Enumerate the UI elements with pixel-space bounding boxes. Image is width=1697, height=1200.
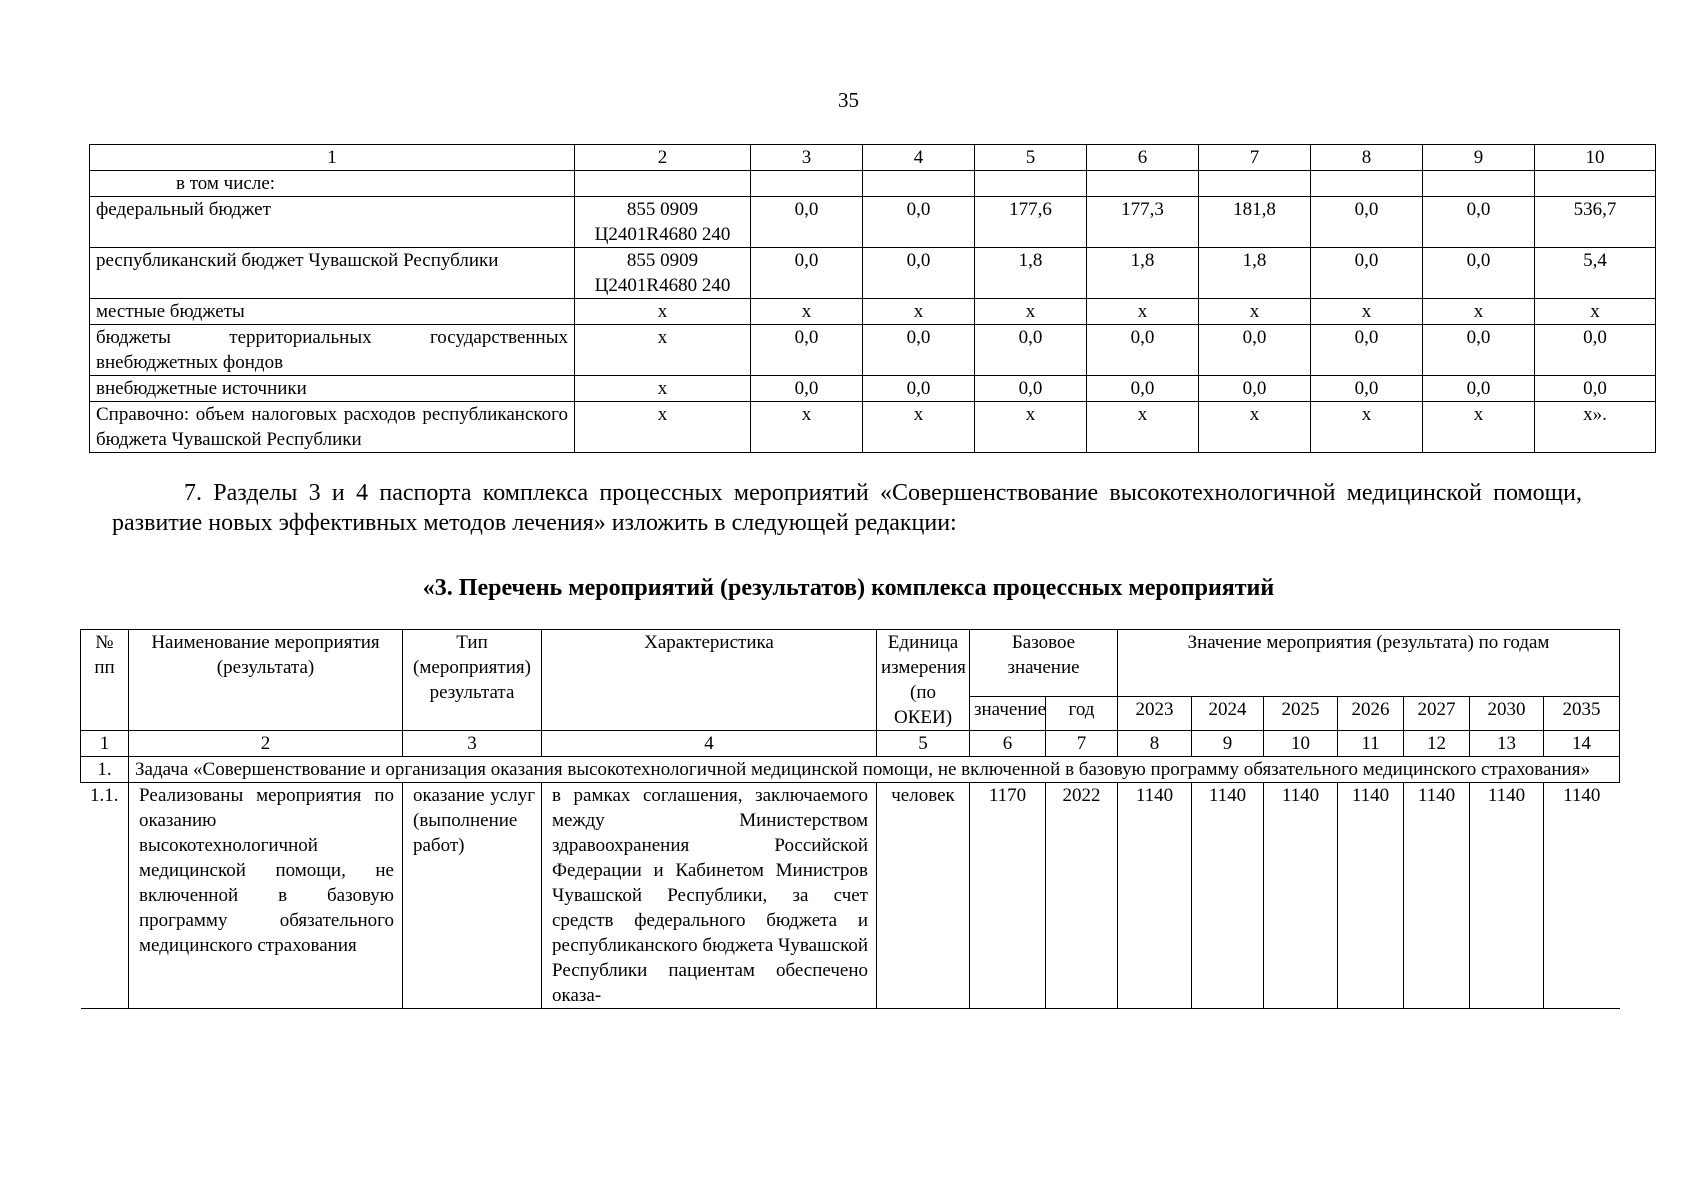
funding-value: 0,0 <box>1087 376 1199 402</box>
section-title: «3. Перечень мероприятий (результатов) комплекса процессных мероприятий <box>422 575 1275 601</box>
funding-row-label: Справочно: объем налоговых расходов республиканского бюджета Чувашской Республики <box>90 402 575 453</box>
funding-col-number: 1 <box>90 145 575 171</box>
col-number: 6 <box>970 731 1046 757</box>
funding-value <box>1423 171 1535 197</box>
col-number: 2 <box>129 731 403 757</box>
funding-value: 177,3 <box>1087 197 1199 248</box>
table-row <box>90 376 1656 402</box>
column-numbers-row <box>81 731 1620 757</box>
funding-col-number: 3 <box>751 145 863 171</box>
row-unit: человек <box>877 783 970 1009</box>
task-row <box>81 757 1620 783</box>
funding-col-number: 9 <box>1423 145 1535 171</box>
funding-row-code: х <box>575 299 751 325</box>
col-number: 7 <box>1046 731 1118 757</box>
funding-value: 0,0 <box>751 325 863 376</box>
funding-value: 0,0 <box>751 197 863 248</box>
col-number: 3 <box>403 731 542 757</box>
funding-value <box>1311 171 1423 197</box>
funding-row-code <box>575 171 751 197</box>
funding-value: 181,8 <box>1199 197 1311 248</box>
funding-value: 0,0 <box>1311 376 1423 402</box>
col-number: 8 <box>1118 731 1192 757</box>
funding-value: 0,0 <box>1311 248 1423 299</box>
funding-value: 0,0 <box>1199 376 1311 402</box>
funding-row-label: местные бюджеты <box>90 299 575 325</box>
funding-value: х <box>1535 299 1656 325</box>
funding-row-code: 855 0909 Ц2401R4680 240 <box>575 197 751 248</box>
funding-value: х <box>1311 402 1423 453</box>
funding-value: 0,0 <box>1535 376 1656 402</box>
header-name: Наименование мероприятия (результата) <box>129 630 403 731</box>
funding-value: 0,0 <box>863 376 975 402</box>
header-year: 2025 <box>1264 696 1338 730</box>
funding-col-number: 5 <box>975 145 1087 171</box>
row-num: 1.1. <box>81 783 129 1009</box>
funding-value: 0,0 <box>975 325 1087 376</box>
funding-value: 0,0 <box>1423 248 1535 299</box>
header-num: № пп <box>81 630 129 731</box>
funding-value: х <box>1311 299 1423 325</box>
funding-value: 0,0 <box>1087 325 1199 376</box>
row-type: оказание услуг (выполнение работ) <box>403 783 542 1009</box>
funding-value: 0,0 <box>751 376 863 402</box>
funding-value: 0,0 <box>751 248 863 299</box>
header-base-year: год <box>1046 696 1118 730</box>
col-number: 13 <box>1470 731 1544 757</box>
row-base-value: 1170 <box>970 783 1046 1009</box>
funding-row-label: республиканский бюджет Чувашской Республики <box>90 248 575 299</box>
row-base-year: 2022 <box>1046 783 1118 1009</box>
col-number: 12 <box>1404 731 1470 757</box>
header-year: 2030 <box>1470 696 1544 730</box>
col-number: 4 <box>542 731 877 757</box>
funding-value <box>1087 171 1199 197</box>
funding-value: х <box>863 299 975 325</box>
funding-value: х <box>1087 299 1199 325</box>
funding-value: х <box>1199 402 1311 453</box>
funding-col-number: 2 <box>575 145 751 171</box>
funding-row-code: х <box>575 325 751 376</box>
row-value: 1140 <box>1192 783 1264 1009</box>
funding-value <box>975 171 1087 197</box>
header-values-by-year: Значение мероприятия (результата) по годам <box>1118 630 1620 697</box>
header-year: 2035 <box>1544 696 1620 730</box>
funding-row-code: х <box>575 402 751 453</box>
col-number: 10 <box>1264 731 1338 757</box>
funding-value: 5,4 <box>1535 248 1656 299</box>
funding-value: 0,0 <box>975 376 1087 402</box>
funding-row-label: федеральный бюджет <box>90 197 575 248</box>
table-row <box>90 325 1656 376</box>
task-text: Задача «Совершенствование и организация оказания высокотехнологичной медицинской помощи, не включенной в базовую программу обязательного медицинского страхования» <box>129 757 1620 783</box>
table-row <box>90 171 1656 197</box>
row-value: 1140 <box>1404 783 1470 1009</box>
funding-value <box>863 171 975 197</box>
col-number: 1 <box>81 731 129 757</box>
funding-value: х <box>1087 402 1199 453</box>
funding-col-number: 6 <box>1087 145 1199 171</box>
header-unit: Единица измерения (по ОКЕИ) <box>877 630 970 731</box>
row-characteristic: в рамках соглашения, заключаемого между Министерством здравоохранения Российской Федерации и Кабинетом Министров Чувашской Республики, за счет средств федерального бюджета и республиканского бюджета Чувашской Республики пациентам обеспечено оказа- <box>542 783 877 1009</box>
funding-value: 0,0 <box>863 197 975 248</box>
funding-value <box>1535 171 1656 197</box>
col-number: 11 <box>1338 731 1404 757</box>
funding-row-label: внебюджетные источники <box>90 376 575 402</box>
header-base-value: значение <box>970 696 1046 730</box>
page-number: 35 <box>838 88 859 112</box>
funding-col-number: 8 <box>1311 145 1423 171</box>
funding-value: 0,0 <box>1199 325 1311 376</box>
funding-value: 0,0 <box>1311 325 1423 376</box>
funding-row-code: х <box>575 376 751 402</box>
funding-value: 1,8 <box>1087 248 1199 299</box>
table-row <box>90 197 1656 248</box>
funding-row-label: бюджеты территориальных государственных внебюджетных фондов <box>90 325 575 376</box>
col-number: 9 <box>1192 731 1264 757</box>
funding-value: 0,0 <box>863 325 975 376</box>
funding-row-code: 855 0909 Ц2401R4680 240 <box>575 248 751 299</box>
row-value: 1140 <box>1544 783 1620 1009</box>
funding-table-header-row <box>90 145 1656 171</box>
task-num: 1. <box>81 757 129 783</box>
funding-value: х <box>975 299 1087 325</box>
funding-value: х <box>1423 402 1535 453</box>
funding-value: х <box>863 402 975 453</box>
table-row <box>90 402 1656 453</box>
funding-value: 0,0 <box>1423 325 1535 376</box>
header-type: Тип (мероприятия) результата <box>403 630 542 731</box>
col-number: 14 <box>1544 731 1620 757</box>
amendment-paragraph: 7. Разделы 3 и 4 паспорта комплекса процессных мероприятий «Совершенствование высокотехнологичной медицинской помощи, развитие новых эффективных методов лечения» изложить в следующей редакции: <box>112 480 1582 536</box>
funding-value: х <box>751 402 863 453</box>
header-year: 2023 <box>1118 696 1192 730</box>
funding-row-label: в том числе: <box>90 171 575 197</box>
funding-col-number: 7 <box>1199 145 1311 171</box>
funding-value: х <box>1423 299 1535 325</box>
funding-value: х <box>975 402 1087 453</box>
header-year: 2027 <box>1404 696 1470 730</box>
row-value: 1140 <box>1118 783 1192 1009</box>
col-number: 5 <box>877 731 970 757</box>
funding-value: 0,0 <box>1423 376 1535 402</box>
funding-value: 177,6 <box>975 197 1087 248</box>
header-year: 2024 <box>1192 696 1264 730</box>
funding-value <box>751 171 863 197</box>
table-row <box>90 248 1656 299</box>
funding-value: 1,8 <box>975 248 1087 299</box>
funding-col-number: 4 <box>863 145 975 171</box>
funding-value: 0,0 <box>1423 197 1535 248</box>
table-row <box>90 299 1656 325</box>
funding-value <box>1199 171 1311 197</box>
row-name: Реализованы мероприятия по оказанию высокотехнологичной медицинской помощи, не включенной в базовую программу обязательного медицинского страхования <box>129 783 403 1009</box>
table-row <box>81 783 1620 1009</box>
funding-value: х <box>751 299 863 325</box>
activities-header-row <box>81 630 1620 697</box>
funding-value: 0,0 <box>1311 197 1423 248</box>
header-base: Базовое значение <box>970 630 1118 697</box>
funding-value: 0,0 <box>1535 325 1656 376</box>
funding-value: х <box>1199 299 1311 325</box>
row-value: 1140 <box>1470 783 1544 1009</box>
activities-table <box>80 629 1620 1009</box>
funding-col-number: 10 <box>1535 145 1656 171</box>
funding-value: 0,0 <box>863 248 975 299</box>
header-year: 2026 <box>1338 696 1404 730</box>
funding-value: х». <box>1535 402 1656 453</box>
funding-value: 1,8 <box>1199 248 1311 299</box>
row-value: 1140 <box>1338 783 1404 1009</box>
row-value: 1140 <box>1264 783 1338 1009</box>
funding-table <box>89 144 1656 453</box>
funding-value: 536,7 <box>1535 197 1656 248</box>
header-characteristic: Характеристика <box>542 630 877 731</box>
